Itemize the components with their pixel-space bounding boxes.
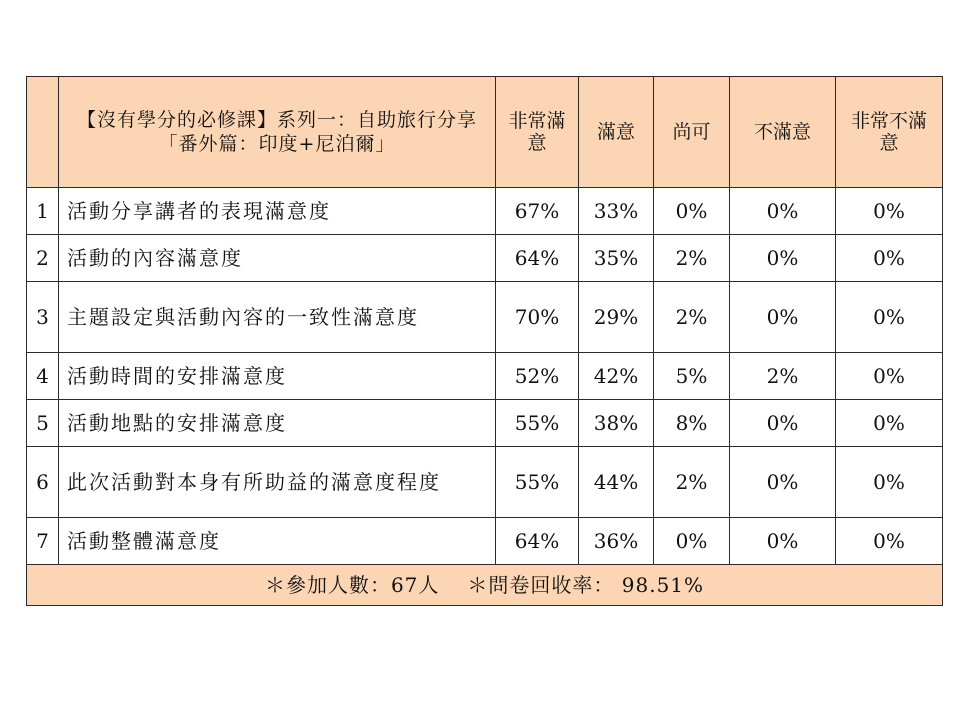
value-satisfied: 38%: [579, 400, 654, 447]
row-number: 4: [27, 353, 59, 400]
value-very-satisfied: 67%: [496, 188, 579, 235]
value-satisfied: 33%: [579, 188, 654, 235]
column-header-satisfied: 滿意: [579, 77, 654, 188]
row-item: 活動地點的安排滿意度: [59, 400, 496, 447]
row-number: 3: [27, 282, 59, 353]
value-very-dissatisfied: 0%: [836, 282, 943, 353]
value-very-dissatisfied: 0%: [836, 447, 943, 518]
row-number: 5: [27, 400, 59, 447]
value-dissatisfied: 0%: [730, 282, 836, 353]
table-title-cell: [59, 77, 496, 188]
table-title: 【沒有學分的必修課】系列一：自助旅行分享: [76, 109, 477, 131]
value-very-satisfied: 70%: [496, 282, 579, 353]
value-neutral: 2%: [654, 235, 730, 282]
value-very-dissatisfied: 0%: [836, 400, 943, 447]
value-very-dissatisfied: 0%: [836, 518, 943, 565]
value-very-dissatisfied: 0%: [836, 188, 943, 235]
value-very-dissatisfied: 0%: [836, 353, 943, 400]
value-dissatisfied: 0%: [730, 235, 836, 282]
value-very-satisfied: 55%: [496, 447, 579, 518]
response-rate: ＊問卷回收率： 98.51%: [467, 573, 705, 597]
satisfaction-table: [26, 76, 943, 606]
value-satisfied: 44%: [579, 447, 654, 518]
table-footer: [27, 565, 943, 606]
value-satisfied: 29%: [579, 282, 654, 353]
row-number: 6: [27, 447, 59, 518]
table-subtitle: 「番外篇：印度+尼泊爾」: [158, 133, 396, 155]
row-item: 此次活動對本身有所助益的滿意度程度: [59, 447, 496, 518]
value-satisfied: 42%: [579, 353, 654, 400]
table-row: [27, 400, 943, 447]
table-footer-row: [27, 565, 943, 606]
table-row: [27, 447, 943, 518]
value-dissatisfied: 0%: [730, 188, 836, 235]
row-number: 7: [27, 518, 59, 565]
participant-count: ＊參加人數：67人: [264, 573, 440, 597]
value-very-dissatisfied: 0%: [836, 235, 943, 282]
table-row: [27, 518, 943, 565]
column-header-neutral: 尚可: [654, 77, 730, 188]
value-dissatisfied: 0%: [730, 400, 836, 447]
table-row: [27, 188, 943, 235]
row-item: 活動整體滿意度: [59, 518, 496, 565]
table-header-row: [27, 77, 943, 188]
value-neutral: 5%: [654, 353, 730, 400]
table-row: [27, 235, 943, 282]
value-very-satisfied: 52%: [496, 353, 579, 400]
value-neutral: 2%: [654, 447, 730, 518]
header-corner-cell: [27, 77, 59, 188]
row-number: 1: [27, 188, 59, 235]
row-item: 活動分享講者的表現滿意度: [59, 188, 496, 235]
value-very-satisfied: 64%: [496, 518, 579, 565]
value-very-satisfied: 64%: [496, 235, 579, 282]
column-header-very-dissatisfied: 非常不滿意: [836, 77, 943, 188]
row-item: 主題設定與活動內容的一致性滿意度: [59, 282, 496, 353]
row-item: 活動的內容滿意度: [59, 235, 496, 282]
row-item: 活動時間的安排滿意度: [59, 353, 496, 400]
value-satisfied: 35%: [579, 235, 654, 282]
table-row: [27, 353, 943, 400]
value-dissatisfied: 0%: [730, 518, 836, 565]
value-neutral: 2%: [654, 282, 730, 353]
column-header-very-satisfied: 非常滿意: [496, 77, 579, 188]
value-dissatisfied: 0%: [730, 447, 836, 518]
row-number: 2: [27, 235, 59, 282]
value-neutral: 8%: [654, 400, 730, 447]
value-dissatisfied: 2%: [730, 353, 836, 400]
table-row: [27, 282, 943, 353]
value-neutral: 0%: [654, 518, 730, 565]
value-very-satisfied: 55%: [496, 400, 579, 447]
value-satisfied: 36%: [579, 518, 654, 565]
value-neutral: 0%: [654, 188, 730, 235]
column-header-dissatisfied: 不滿意: [730, 77, 836, 188]
